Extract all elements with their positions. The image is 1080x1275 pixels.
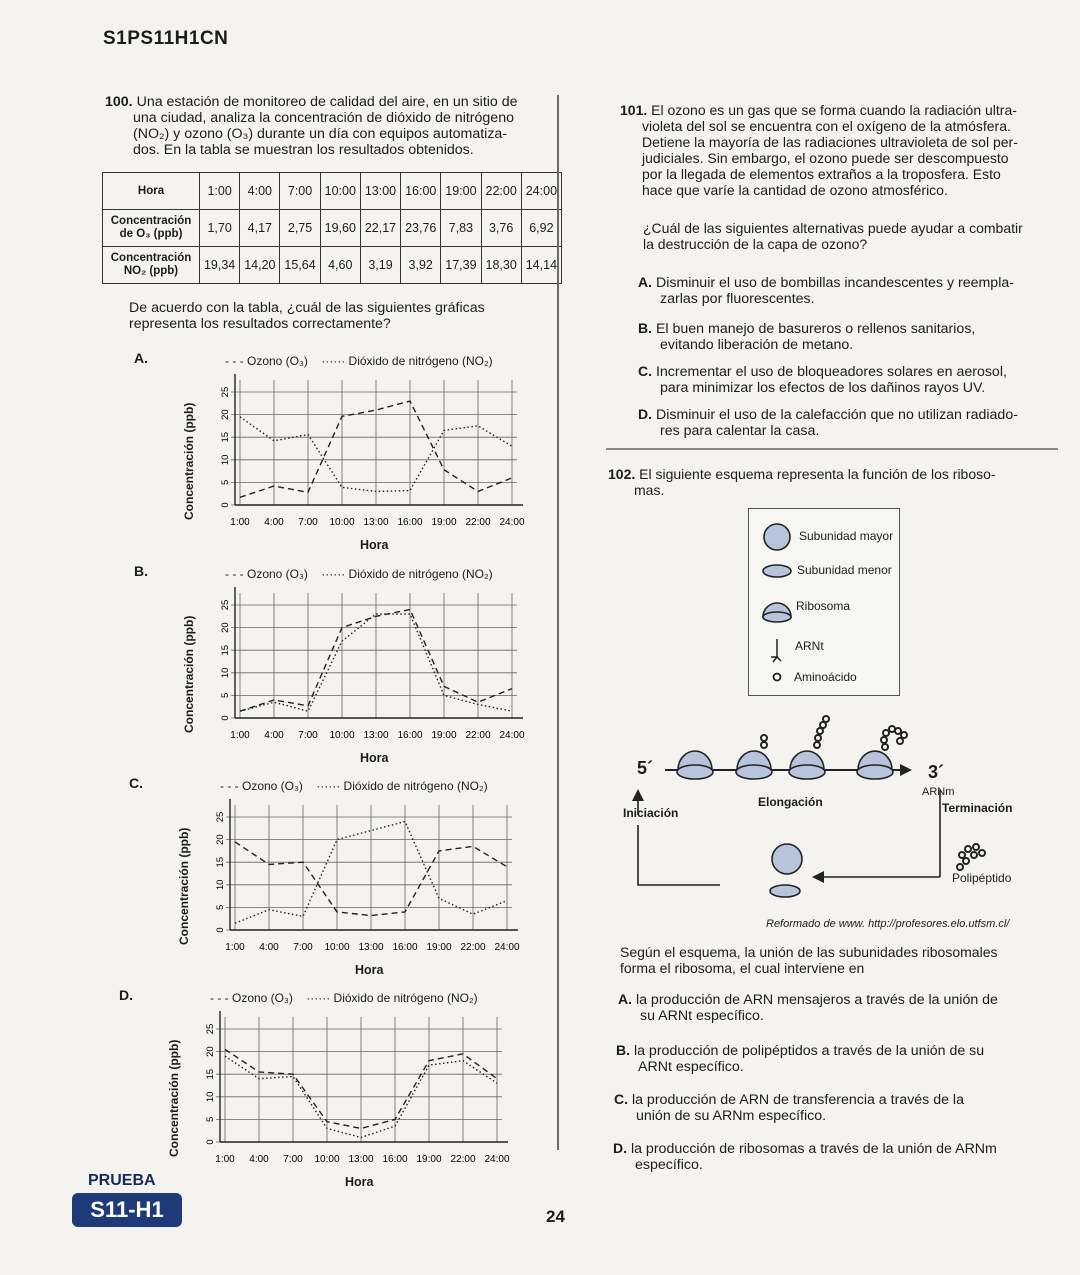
polipeptido-icon [957,844,985,870]
chart-option-letter[interactable]: A. [134,350,148,366]
x-tick-label: 4:00 [259,942,279,953]
iniciacion-label: Iniciación [623,806,679,820]
table-cell: 3,76 [481,210,521,247]
ribosome-legend [748,508,900,696]
table-cell: 17,39 [441,247,481,284]
q101-number: 101. [620,102,648,118]
x-tick-label: 1:00 [225,942,245,953]
q100-line-3: (NO₂) y ozono (O₃) durante un día con equipos automatiza- [133,126,508,142]
table-hour: 19:00 [441,173,481,210]
arnm-label: ARNm [922,786,955,798]
legend-subunidad-mayor: Subunidad mayor [799,529,894,543]
iniciacion-arrow [632,789,644,801]
y-tick-label: 20 [220,409,231,420]
y-tick-label: 5 [205,1116,216,1123]
q101-stem [620,102,1075,198]
q100-line-1: Una estación de monitoreo de calidad del aire, en un sitio de [136,94,518,110]
aminoacido-icon [774,674,781,681]
q102-option-a[interactable]: A. la producción de ARN mensajeros a través de la unión de su ARNt específico. [618,991,998,1024]
x-tick-label: 22:00 [450,1154,476,1165]
x-tick-label: 13:00 [348,1154,374,1165]
q101-line: violeta del sol se encuentra con el oxígeno de la atmósfera. [642,118,1011,134]
x-tick-label: 24:00 [499,517,525,528]
legend-ozono: - - - Ozono (O₃) [225,567,308,581]
chart-option-letter[interactable]: C. [129,775,143,791]
table-cell: 3,92 [401,247,441,284]
y-tick-label: 20 [215,834,226,845]
q101-line: El ozono es un gas que se forma cuando la radiación ultra- [651,102,1017,118]
q101-line: por la llegada de elementos extraños a la troposfera. Esto [642,166,1001,182]
chart-ylabel: Concentración (ppb) [167,1039,181,1157]
y-tick-label: 5 [220,479,231,486]
x-tick-label: 13:00 [363,517,389,528]
x-tick-label: 22:00 [465,517,491,528]
x-tick-label: 4:00 [264,517,284,528]
chart-ylabel: Concentración (ppb) [177,827,191,945]
x-tick-label: 10:00 [329,730,355,741]
y-tick-label: 25 [215,811,226,823]
polipeptido-label: Polipéptido [952,871,1012,885]
table-cell: 2,75 [280,210,320,247]
y-tick-label: 25 [220,386,231,398]
q101-line: judiciales. Sin embargo, el ozono puede ser descompuesto [642,150,1009,166]
table-hour: 22:00 [481,173,521,210]
legend-arnt: ARNt [795,639,824,653]
line-chart-c [195,797,535,972]
line-chart-b [200,585,540,760]
table-cell: 22,17 [360,210,400,247]
q100-line-4: dos. En la tabla se muestran los resultados obtenidos. [133,142,474,158]
x-tick-label: 19:00 [426,942,452,953]
y-tick-label: 0 [220,502,231,508]
polypeptide-chains [761,716,907,750]
y-tick-label: 10 [220,454,231,466]
table-hour: 10:00 [320,173,360,210]
chart-xlabel: Hora [355,963,384,977]
q101-option-a[interactable]: A. Disminuir el uso de bombillas incandescentes y reempla- zarlas por fluorescentes. [638,274,1014,307]
subunidad-menor-icon [763,565,791,577]
x-tick-label: 16:00 [397,517,423,528]
x-tick-label: 24:00 [499,730,525,741]
test-badge: S11-H1 [72,1193,182,1227]
table-cell: 1,70 [200,210,240,247]
table-hora-label: Hora [103,173,200,210]
legend-no2: ······ Dióxido de nitrógeno (NO₂) [317,567,493,581]
terminacion-label: Terminación [942,801,1013,815]
section-divider [606,448,1058,450]
arnm-arrowhead [900,764,912,776]
q102-stem [608,466,1063,498]
y-tick-label: 5 [220,692,231,699]
x-tick-label: 16:00 [397,730,423,741]
q101-option-b[interactable]: B. El buen manejo de basureros o rellenos sanitarios, evitando liberación de metano. [638,320,976,353]
ribosome-2 [736,751,772,779]
subunidad-mayor-icon [764,524,790,550]
table-row-o3 [103,210,562,247]
y-tick-label: 15 [215,856,226,868]
table-cell: 18,30 [481,247,521,284]
y-tick-label: 20 [205,1046,216,1057]
legend-no2: ······ Dióxido de nitrógeno (NO₂) [312,779,488,793]
x-tick-label: 10:00 [314,1154,340,1165]
x-tick-label: 16:00 [382,1154,408,1165]
x-tick-label: 19:00 [431,517,457,528]
x-tick-label: 7:00 [283,1154,303,1165]
table-row-label: Concentración NO₂ (ppb) [103,247,200,284]
y-tick-label: 20 [220,622,231,633]
q100-data-table [102,172,562,284]
x-tick-label: 10:00 [329,517,355,528]
x-tick-label: 22:00 [460,942,486,953]
y-tick-label: 5 [215,904,226,911]
table-hour: 7:00 [280,173,320,210]
x-tick-label: 1:00 [215,1154,235,1165]
x-tick-label: 24:00 [484,1154,510,1165]
x-tick-label: 7:00 [293,942,313,953]
table-hour: 1:00 [200,173,240,210]
table-hour: 24:00 [521,173,561,210]
x-tick-label: 19:00 [431,730,457,741]
q101-option-c[interactable]: C. Incrementar el uso de bloqueadores solares en aerosol, para minimizar los efectos de los dañinos rayos UV. [638,363,1007,396]
q102-option-b[interactable]: B. la producción de polipéptidos a través de la unión de su ARNt específico. [616,1042,985,1075]
x-tick-label: 13:00 [363,730,389,741]
y-tick-label: 0 [205,1139,216,1145]
q101-line: hace que varíe la cantidad de ozono atmosférico. [642,182,948,198]
three-prime-label: 3´ [928,762,945,782]
chart-ylabel: Concentración (ppb) [182,615,196,733]
q102-option-c[interactable]: C. la producción de ARN de transferencia a través de la unión de su ARNm específico. [614,1091,964,1124]
table-cell: 23,76 [401,210,441,247]
x-tick-label: 24:00 [494,942,520,953]
y-tick-label: 15 [205,1068,216,1080]
y-tick-label: 10 [205,1091,216,1103]
chart-legend [210,991,478,1005]
page-number: 24 [546,1207,565,1226]
q101-question-line: la destrucción de la capa de ozono? [643,236,868,252]
x-tick-label: 13:00 [358,942,384,953]
x-tick-label: 7:00 [298,517,318,528]
legend-ozono: - - - Ozono (O₃) [210,991,293,1005]
legend-ozono: - - - Ozono (O₃) [220,779,303,793]
table-hour: 4:00 [240,173,280,210]
table-cell: 19,60 [320,210,360,247]
legend-no2: ······ Dióxido de nitrógeno (NO₂) [317,354,493,368]
chart-xlabel: Hora [360,538,389,552]
x-tick-label: 19:00 [416,1154,442,1165]
chart-legend [220,779,488,793]
five-prime-label: 5´ [637,758,654,778]
chart-ylabel: Concentración (ppb) [182,402,196,520]
diagram-source: Reformado de www. http://profesores.elo.utfsm.cl/ [766,918,1010,930]
q100-line-2: una ciudad, analiza la concentración de dióxido de nitrógeno [133,110,514,126]
q100-question [129,300,569,332]
table-cell: 15,64 [280,247,320,284]
free-subunidad-menor [770,885,800,897]
free-subunidad-mayor [772,844,802,874]
table-header-row [103,173,562,210]
table-row-no2 [103,247,562,284]
x-tick-label: 4:00 [249,1154,269,1165]
x-tick-label: 16:00 [392,942,418,953]
ribosome-1 [677,751,713,779]
y-tick-label: 25 [220,599,231,611]
q100-question-line-1: De acuerdo con la tabla, ¿cuál de las siguientes gráficas [129,300,485,316]
legend-no2: ······ Dióxido de nitrógeno (NO₂) [302,991,478,1005]
x-tick-label: 7:00 [298,730,318,741]
table-cell: 4,60 [320,247,360,284]
prueba-label: PRUEBA [88,1172,156,1189]
cycle-line [638,825,720,885]
legend-ozono: - - - Ozono (O₃) [225,354,308,368]
x-tick-label: 1:00 [230,517,250,528]
table-cell: 14,14 [521,247,561,284]
q100-question-line-2: representa los resultados correctamente? [129,316,391,332]
table-cell: 6,92 [521,210,561,247]
x-tick-label: 4:00 [264,730,284,741]
q101-question [643,220,1073,252]
q101-line: Detiene la mayoría de las radiaciones ultravioleta de sol per- [642,134,1018,150]
y-tick-label: 15 [220,431,231,443]
table-row-label: Concentración de O₃ (ppb) [103,210,200,247]
q101-question-line: ¿Cuál de las siguientes alternativas puede ayudar a combatir [643,220,1023,236]
x-tick-label: 1:00 [230,730,250,741]
q102-option-d[interactable]: D. la producción de ribosomas a través de la unión de ARNm específico. [613,1140,997,1173]
legend-ribosoma: Ribosoma [796,599,851,613]
chart-option-letter[interactable]: D. [119,987,133,1003]
chart-legend [225,354,493,368]
q102-question-line: Según el esquema, la unión de las subunidades ribosomales [620,944,998,960]
document-code: S1PS11H1CN [103,28,229,49]
legend-aminoacido: Aminoácido [794,670,857,684]
table-hour: 16:00 [401,173,441,210]
q102-question [620,944,1060,976]
q100-stem [105,94,565,158]
chart-option-letter[interactable]: B. [134,563,148,579]
q102-number: 102. [608,466,636,482]
q102-line: El siguiente esquema representa la función de los riboso- [639,466,996,482]
table-cell: 19,34 [200,247,240,284]
elongacion-label: Elongación [758,795,823,809]
q102-line: mas. [634,482,665,498]
chart-xlabel: Hora [360,751,389,765]
y-tick-label: 0 [215,927,226,933]
y-tick-label: 10 [215,879,226,891]
legend-subunidad-menor: Subunidad menor [797,563,892,577]
ribosome-3 [789,751,825,779]
x-tick-label: 10:00 [324,942,350,953]
q102-question-line: forma el ribosoma, el cual interviene en [620,960,865,976]
table-cell: 7,83 [441,210,481,247]
ribosome-diagram [600,715,1070,935]
line-chart-a [200,372,540,547]
column-divider [557,95,559,1150]
x-tick-label: 22:00 [465,730,491,741]
arnt-icon [771,639,781,662]
line-chart-d [185,1009,525,1184]
q101-option-d[interactable]: D. Disminuir el uso de la calefacción que no utilizan radiado- res para calentar la casa. [638,406,1018,439]
q100-number: 100. [105,94,133,110]
y-tick-label: 10 [220,667,231,679]
y-tick-label: 25 [205,1023,216,1035]
y-tick-label: 0 [220,715,231,721]
table-hour: 13:00 [360,173,400,210]
return-arrow [812,871,824,883]
table-cell: 14,20 [240,247,280,284]
chart-legend [225,567,493,581]
table-cell: 3,19 [360,247,400,284]
ribosome-4 [857,751,893,779]
y-tick-label: 15 [220,644,231,656]
table-cell: 4,17 [240,210,280,247]
chart-xlabel: Hora [345,1175,374,1189]
